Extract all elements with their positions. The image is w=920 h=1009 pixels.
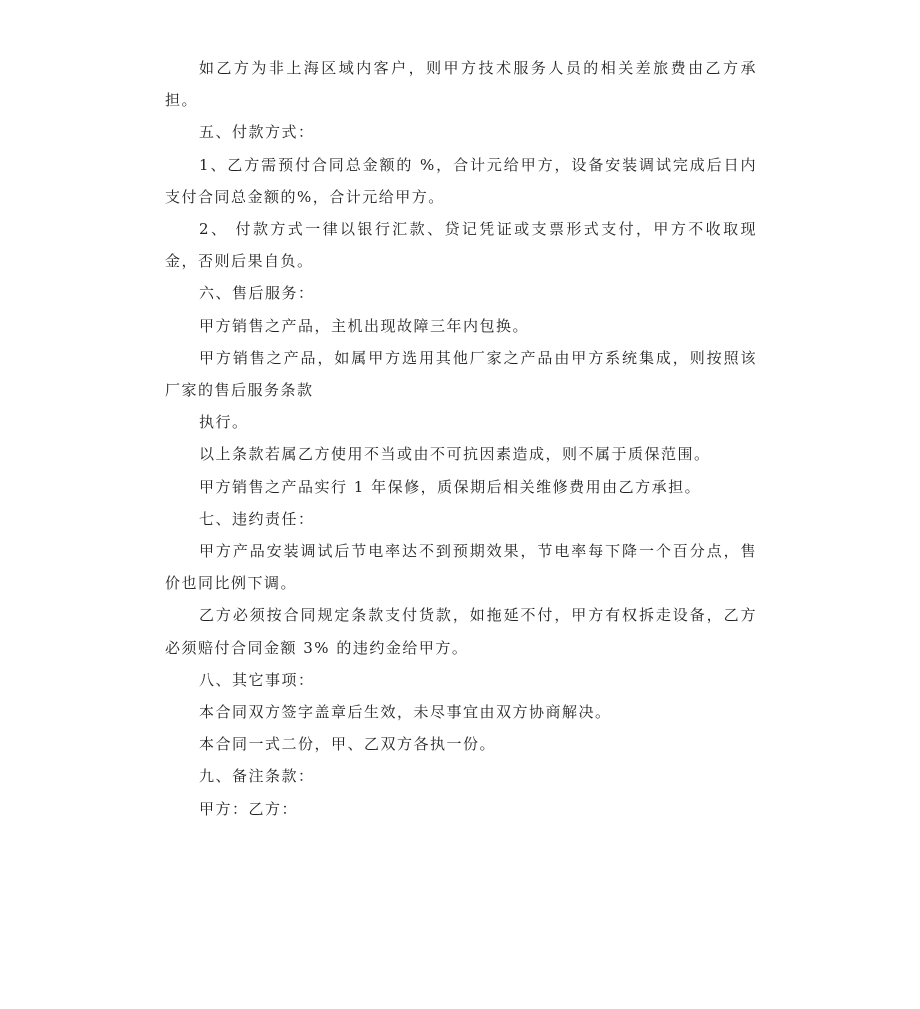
heading-breach: 七、违约责任： [199,509,315,528]
paragraph-effective: 本合同双方签字盖章后生效，未尽事宜由双方协商解决。 [199,703,612,722]
paragraph-travel-expenses: 如乙方为非上海区域内客户，则甲方技术服务人员的相关差旅费由乙方承担。 [165,59,757,110]
paragraph-energy-saving: 甲方产品安装调试后节电率达不到预期效果，节电率每下降一个百分点，售价也同比例下调。 [165,542,757,593]
paragraph-third-party: 甲方销售之产品，如属甲方选用其他厂家之产品由甲方系统集成，则按照该厂家的售后服务条款 [165,348,757,400]
paragraph-warranty-exclusion: 以上条款若属乙方使用不当或由不可抗因素造成，则不属于质保范围。 [199,445,711,464]
paragraph-copies: 本合同一式二份，甲、乙双方各执一份。 [199,735,497,754]
heading-remarks: 九、备注条款： [199,767,315,786]
signature-line: 甲方：乙方： [199,799,299,818]
document-body [165,52,757,825]
paragraph-payment-form: 2、 付款方式一律以银行汇款、贷记凭证或支票形式支付，甲方不收取现金，否则后果自负。 [165,220,757,271]
paragraph-execute: 执行。 [199,413,249,432]
heading-payment-method: 五、付款方式： [199,123,315,142]
paragraph-late-payment: 乙方必须按合同规定条款支付货款，如拖延不付，甲方有权拆走设备，乙方必须赔付合同金额 3% 的违约金给甲方。 [165,606,757,657]
paragraph-prepayment: 1、乙方需预付合同总金额的 %，合计元给甲方，设备安装调试完成后日内支付合同总金额的%，合计元给甲方。 [165,155,757,206]
heading-other-matters: 八、其它事项： [199,670,315,689]
paragraph-warranty-period: 甲方销售之产品实行 1 年保修，质保期后相关维修费用由乙方承担。 [199,477,702,496]
paragraph-replacement: 甲方销售之产品，主机出现故障三年内包换。 [199,316,530,335]
heading-after-sales: 六、售后服务： [199,284,315,303]
